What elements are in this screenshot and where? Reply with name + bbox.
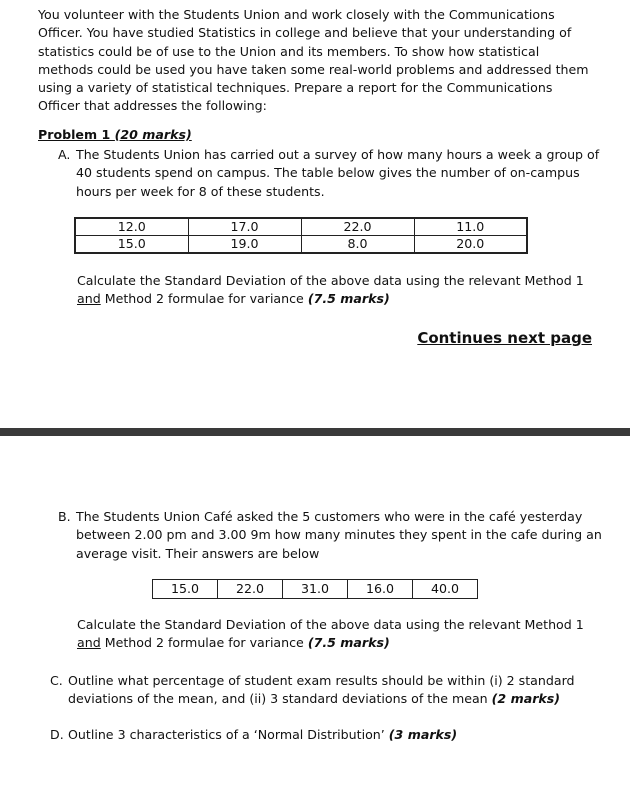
part-a-calc-prefix: Calculate the Standard Deviation of the above data using the relevant Method 1 xyxy=(77,273,584,288)
intro-paragraph: You volunteer with the Students Union and work closely with the Communications Officer. You have studied Statistics in college and believe that your understanding of statistics could be of use to the Union and its members. To show how statistical methods could be used you have taken some real-world problems and addressed them using a variety of statistical techniques. Prepare a report for the Communications Officer that addresses the following: xyxy=(38,7,589,114)
part-a-calc-and: and xyxy=(77,291,101,307)
table-cell: 19.0 xyxy=(188,236,301,254)
part-a-text: The Students Union has carried out a survey of how many hours a week a group of 40 students spend on campus. The table below gives the number of on-campus hours per week for 8 of these students. xyxy=(76,147,600,199)
part-b-calc-marks: (7.5 marks) xyxy=(307,635,390,651)
table-cell: 40.0 xyxy=(413,580,478,599)
part-c-text-block xyxy=(68,672,610,709)
part-a-calc-marks: (7.5 marks) xyxy=(307,291,390,307)
page-2 xyxy=(0,436,630,787)
part-b-calc-prefix: Calculate the Standard Deviation of the above data using the relevant Method 1 xyxy=(77,617,584,632)
table-cell: 8.0 xyxy=(301,236,414,254)
part-c-text: Outline what percentage of student exam results should be within (i) 2 standard deviations of the mean, and (ii) 3 standard deviations of the mean xyxy=(68,673,575,707)
table-cell: 20.0 xyxy=(414,236,527,254)
part-d-marks: (3 marks) xyxy=(388,727,458,742)
table-cell: 22.0 xyxy=(301,218,414,236)
continues-next-page: Continues next page xyxy=(417,329,592,347)
table-cell: 15.0 xyxy=(75,236,188,254)
part-a-calc-suffix: Method 2 formulae for variance xyxy=(100,291,308,307)
table-row xyxy=(153,580,478,599)
table-cell: 17.0 xyxy=(188,218,301,236)
problem-heading-marks: (20 marks) xyxy=(114,127,192,142)
hours-table xyxy=(74,217,528,254)
page-divider xyxy=(0,428,630,436)
problem-heading-label: Problem 1 xyxy=(38,127,115,142)
part-b-calc-and: and xyxy=(77,635,101,651)
table-cell: 16.0 xyxy=(348,580,413,599)
part-a-letter: A. xyxy=(58,147,71,162)
table-row xyxy=(75,218,527,236)
part-b-letter: B. xyxy=(58,509,71,524)
part-b-calc-suffix: Method 2 formulae for variance xyxy=(100,635,308,651)
minutes-table xyxy=(152,579,478,599)
part-d-text-block xyxy=(68,726,457,744)
part-d-text: Outline 3 characteristics of a ‘Normal Distribution’ xyxy=(68,727,389,742)
part-c-marks: (2 marks) xyxy=(491,691,561,707)
table-cell: 12.0 xyxy=(75,218,188,236)
table-cell: 11.0 xyxy=(414,218,527,236)
table-cell: 15.0 xyxy=(153,580,218,599)
table-cell: 31.0 xyxy=(283,580,348,599)
part-c-letter: C. xyxy=(50,673,63,688)
table-row xyxy=(75,236,527,254)
part-d-letter: D. xyxy=(50,727,64,742)
part-a-instruction xyxy=(77,272,597,309)
table-cell: 22.0 xyxy=(218,580,283,599)
problem-heading xyxy=(38,126,192,144)
part-b-text: The Students Union Café asked the 5 customers who were in the café yesterday between 2.00 pm and 3.00 9m how many minutes they spent in the cafe during an average visit. Their answers are below xyxy=(76,509,602,561)
part-b-instruction xyxy=(77,616,597,653)
